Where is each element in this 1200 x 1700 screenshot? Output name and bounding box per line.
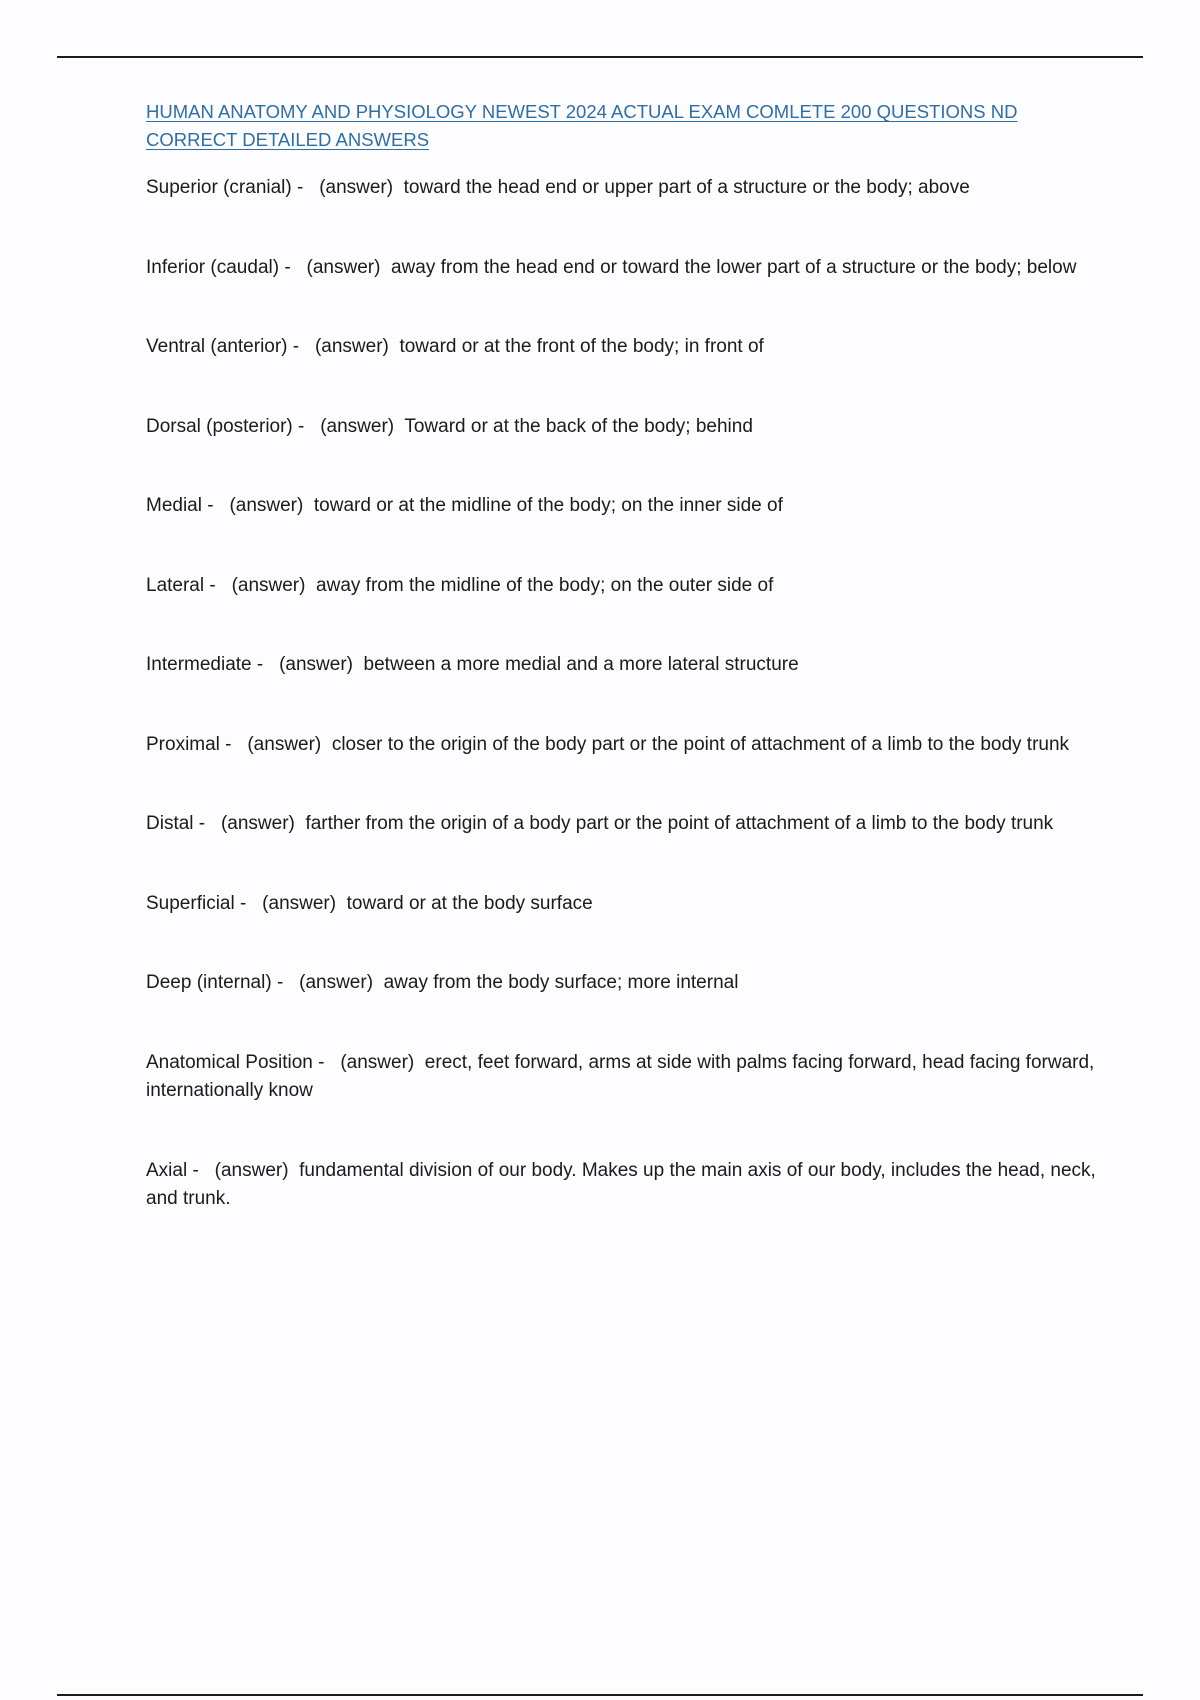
separator — [295, 813, 306, 834]
list-item — [146, 174, 1096, 203]
answer-marker: (answer) — [220, 813, 295, 834]
answer-marker: (answer) — [320, 415, 395, 437]
term-definition: erect, feet forward, arms at side with palms facing forward, head facing forward, internationally know — [146, 1051, 1095, 1101]
separator: - — [187, 1159, 215, 1181]
term-name: Deep (internal) — [146, 972, 272, 993]
answer-marker: (answer) — [299, 972, 374, 993]
document-body — [146, 98, 1096, 1214]
answer-marker: (answer) — [247, 733, 322, 755]
list-item — [146, 413, 1096, 442]
term-definition: fundamental division of our body. Makes up the main axis of our body, includes the head, neck, and trunk. — [146, 1159, 1096, 1209]
separator: - — [201, 495, 230, 516]
separator: - — [204, 574, 232, 596]
term-definition: farther from the origin of a body part or the point of attachment of a limb to the body trunk — [305, 813, 1054, 834]
list-item — [146, 492, 1096, 521]
answer-marker: (answer) — [262, 892, 337, 914]
separator — [321, 734, 332, 755]
separator — [389, 336, 400, 357]
list-item — [146, 1049, 1096, 1106]
list-item — [146, 572, 1096, 601]
answer-marker: (answer) — [231, 574, 306, 596]
term-definition: toward the head end or upper part of a structure or the body; above — [403, 177, 970, 198]
term-name: Proximal — [146, 733, 220, 755]
term-definition: away from the midline of the body; on the outer side of — [316, 574, 774, 596]
answer-marker: (answer) — [214, 1159, 289, 1181]
list-item — [146, 731, 1096, 760]
term-definition: away from the head end or toward the lower part of a structure or the body; below — [390, 256, 1077, 278]
list-item — [146, 810, 1096, 839]
list-item — [146, 254, 1096, 283]
term-definition: between a more medial and a more lateral structure — [363, 654, 799, 675]
term-name: Intermediate — [146, 654, 252, 675]
separator — [394, 416, 404, 437]
separator: - — [271, 972, 300, 993]
term-name: Distal — [146, 813, 194, 834]
separator — [373, 972, 384, 993]
separator: - — [251, 654, 280, 675]
answer-marker: (answer) — [279, 654, 353, 675]
bottom-divider — [57, 1694, 1143, 1696]
term-definition: Toward or at the back of the body; behind — [404, 415, 753, 437]
separator: - — [291, 177, 320, 198]
term-name: Anatomical Position — [146, 1051, 313, 1073]
term-name: Superior (cranial) — [146, 177, 292, 198]
list-item — [146, 651, 1096, 680]
separator — [353, 654, 364, 675]
list-item — [146, 1157, 1096, 1214]
separator — [305, 575, 316, 596]
term-name: Axial — [146, 1159, 188, 1181]
answer-marker: (answer) — [229, 495, 304, 516]
top-divider — [57, 56, 1143, 58]
separator — [289, 1160, 300, 1181]
list-item — [146, 969, 1096, 998]
term-name: Dorsal (posterior) — [146, 415, 293, 437]
separator — [303, 495, 314, 516]
term-name: Lateral — [146, 574, 205, 596]
separator: - — [234, 892, 263, 914]
separator — [380, 257, 391, 278]
separator — [414, 1052, 425, 1073]
separator: - — [193, 813, 221, 834]
term-name: Medial — [146, 495, 202, 516]
answer-marker: (answer) — [340, 1051, 415, 1073]
term-definition: closer to the origin of the body part or the point of attachment of a limb to the body trunk — [331, 733, 1070, 755]
term-definition: toward or at the midline of the body; on the inner side of — [313, 495, 783, 516]
answer-marker: (answer) — [314, 336, 389, 357]
term-name: Superficial — [146, 892, 235, 914]
document-title[interactable]: HUMAN ANATOMY AND PHYSIOLOGY NEWEST 2024 ACTUAL EXAM COMLETE 200 QUESTIONS ND CORRECT DETAILED ANSWERS — [146, 101, 1018, 150]
separator: - — [219, 733, 248, 755]
separator: - — [279, 256, 307, 278]
answer-marker: (answer) — [306, 256, 381, 278]
separator: - — [312, 1051, 341, 1073]
answer-marker: (answer) — [319, 177, 394, 198]
term-list — [146, 174, 1096, 1214]
term-name: Ventral (anterior) — [146, 336, 288, 357]
term-definition: away from the body surface; more internal — [383, 972, 739, 993]
separator: - — [292, 415, 321, 437]
list-item — [146, 890, 1096, 919]
separator — [393, 177, 404, 198]
term-definition: toward or at the body surface — [346, 892, 593, 914]
separator — [336, 893, 347, 914]
term-definition: toward or at the front of the body; in front of — [399, 336, 764, 357]
separator: - — [287, 336, 315, 357]
list-item — [146, 333, 1096, 362]
term-name: Inferior (caudal) — [146, 256, 280, 278]
